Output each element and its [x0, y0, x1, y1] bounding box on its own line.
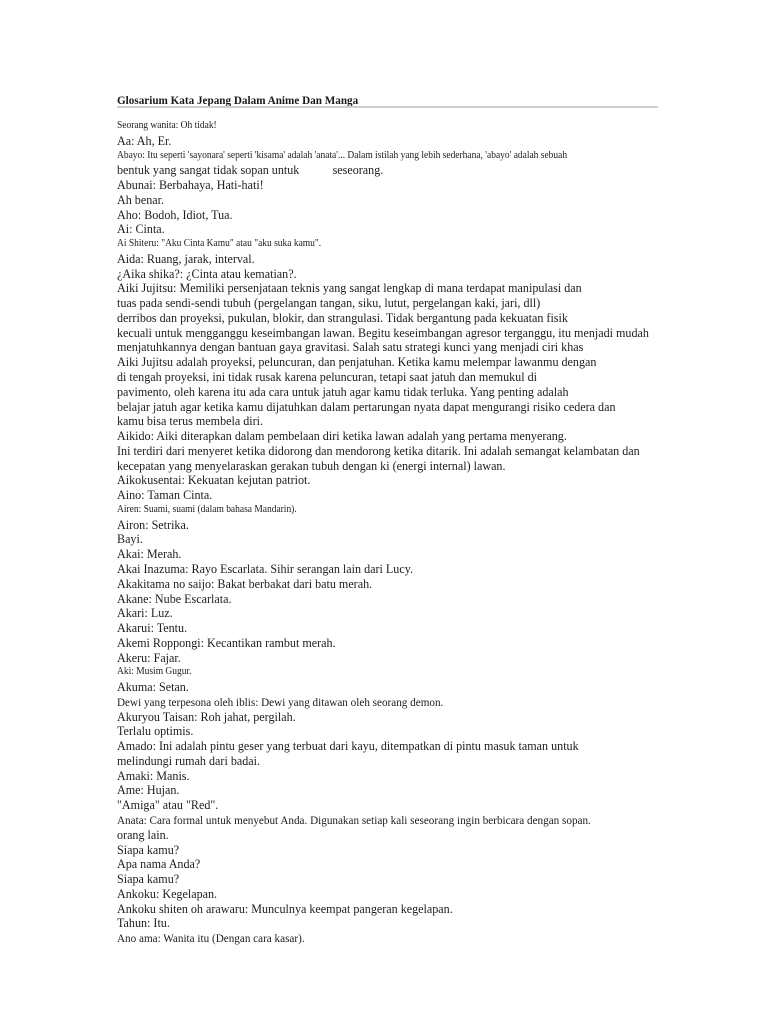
- glossary-line: Airen: Suami, suami (dalam bahasa Mandarin).: [117, 503, 297, 515]
- glossary-line: melindungi rumah dari badai.: [117, 752, 261, 768]
- glossary-line: Ah benar.: [117, 191, 165, 207]
- glossary-line: Akai: Merah.: [117, 546, 182, 562]
- glossary-line: Aho: Bodoh, Idiot, Tua.: [117, 206, 233, 222]
- glossary-line: Akuryou Taisan: Roh jahat, pergilah.: [117, 708, 296, 724]
- glossary-line: Amado: Ini adalah pintu geser yang terbuat dari kayu, ditempatkan di pintu masuk taman untuk: [117, 738, 579, 754]
- glossary-line: Airon: Setrika.: [117, 516, 189, 532]
- glossary-line: Akuma: Setan.: [117, 679, 189, 695]
- glossary-line: Aa: Ah, Er.: [117, 132, 172, 148]
- glossary-line: Dewi yang terpesona oleh iblis: Dewi yang ditawan oleh seorang demon.: [117, 694, 444, 709]
- title-block: [117, 93, 638, 107]
- glossary-line: Aikido: Aiki diterapkan dalam pembelaan diri ketika lawan adalah yang pertama menyerang.: [117, 428, 567, 444]
- glossary-line: Seorang wanita: Oh tidak!: [117, 120, 217, 131]
- glossary-line: Aida: Ruang, jarak, interval.: [117, 250, 255, 266]
- glossary-line: belajar jatuh agar ketika kamu dijatuhkan dalam pertarungan nyata dapat mengurangi risiko cedera dan: [117, 398, 616, 414]
- glossary-line: Amaki: Manis.: [117, 767, 190, 783]
- glossary-line: Abayo: Itu seperti 'sayonara' seperti 'kisama' adalah 'anata'... Dalam istilah yang lebih sederhana, 'abayo' adalah sebuah: [117, 149, 568, 161]
- glossary-line: di tengah proyeksi, ini tidak rusak karena peluncuran, tetapi saat jatuh dan memukul di: [117, 369, 538, 385]
- glossary-line: menjatuhkannya dengan bantuan gaya gravitasi. Salah satu strategi kunci yang menjadi ciri khas: [117, 339, 584, 355]
- glossary-line: Akari: Luz.: [117, 605, 173, 621]
- glossary-body: [117, 119, 675, 946]
- glossary-line: ¿Aika shika?: ¿Cinta atau kematian?.: [117, 265, 297, 281]
- glossary-line: Ankoku: Kegelapan.: [117, 885, 218, 901]
- glossary-line: Aino: Taman Cinta.: [117, 487, 213, 503]
- glossary-line: Siapa kamu?: [117, 871, 180, 887]
- glossary-line: derribos dan proyeksi, pukulan, blokir, dan strangulasi. Tidak bergantung pada kekuatan fisik: [117, 309, 568, 325]
- glossary-line: Tahun: Itu.: [117, 915, 170, 931]
- glossary-line: Apa nama Anda?: [117, 856, 201, 872]
- glossary-line: Aki: Musim Gugur.: [117, 666, 192, 678]
- glossary-line: Akai Inazuma: Rayo Escarlata. Sihir serangan lain dari Lucy.: [117, 560, 413, 576]
- glossary-line: Abunai: Berbahaya, Hati-hati!: [117, 177, 264, 193]
- glossary-line: Ame: Hujan.: [117, 782, 180, 798]
- glossary-line: Ano ama: Wanita itu (Dengan cara kasar).: [117, 931, 305, 946]
- glossary-line: kecuali untuk mengganggu keseimbangan lawan. Begitu keseimbangan agresor terganggu, itu menjadi mudah: [117, 324, 649, 340]
- document-title: Glosarium Kata Jepang Dalam Anime Dan Manga: [117, 93, 359, 107]
- glossary-line: orang lain.: [117, 826, 169, 842]
- glossary-line: bentuk yang sangat tidak sopan untuk seseorang.: [117, 162, 384, 178]
- glossary-line: Akeru: Fajar.: [117, 649, 181, 665]
- glossary-line: Ini terdiri dari menyeret ketika didorong dan mendorong ketika ditarik. Ini adalah semangat kelambatan dan: [117, 442, 640, 458]
- glossary-line: "Amiga" atau "Red".: [117, 797, 219, 813]
- glossary-line: Akemi Roppongi: Kecantikan rambut merah.: [117, 634, 336, 650]
- glossary-line: Akane: Nube Escarlata.: [117, 590, 232, 606]
- glossary-line: Akarui: Tentu.: [117, 620, 188, 636]
- glossary-line: kecepatan yang menyelaraskan gerakan tubuh dengan ki (energi internal) lawan.: [117, 457, 506, 473]
- glossary-line: Aiki Jujitsu adalah proyeksi, peluncuran, dan penjatuhan. Ketika kamu melempar lawanmu dengan: [117, 354, 597, 370]
- glossary-line: Bayi.: [117, 531, 143, 547]
- glossary-line: kamu bisa terus membela diri.: [117, 413, 264, 429]
- glossary-line: Ankoku shiten oh arawaru: Munculnya keempat pangeran kegelapan.: [117, 900, 453, 916]
- glossary-line: Terlalu optimis.: [117, 723, 194, 739]
- glossary-line: Siapa kamu?: [117, 841, 180, 857]
- glossary-line: pavimento, oleh karena itu ada cara untuk jatuh agar kamu tidak terluka. Yang penting adalah: [117, 383, 569, 399]
- glossary-line: Anata: Cara formal untuk menyebut Anda. Digunakan setiap kali seseorang ingin berbicara dengan sopan.: [117, 812, 591, 827]
- glossary-line: tuas pada sendi-sendi tubuh (pergelangan tangan, siku, lutut, pergelangan kaki, jari, dll): [117, 295, 541, 311]
- glossary-line: Aiki Jujitsu: Memiliki persenjataan teknis yang sangat lengkap di mana terdapat manipulasi dan: [117, 280, 582, 296]
- title-divider: [117, 106, 658, 108]
- glossary-line: Akakitama no saijo: Bakat berbakat dari batu merah.: [117, 575, 373, 591]
- glossary-line: Aikokusentai: Kekuatan kejutan patriot.: [117, 472, 311, 488]
- glossary-line: Ai Shiteru: "Aku Cinta Kamu" atau "aku suka kamu".: [117, 238, 322, 250]
- glossary-line: Ai: Cinta.: [117, 221, 165, 237]
